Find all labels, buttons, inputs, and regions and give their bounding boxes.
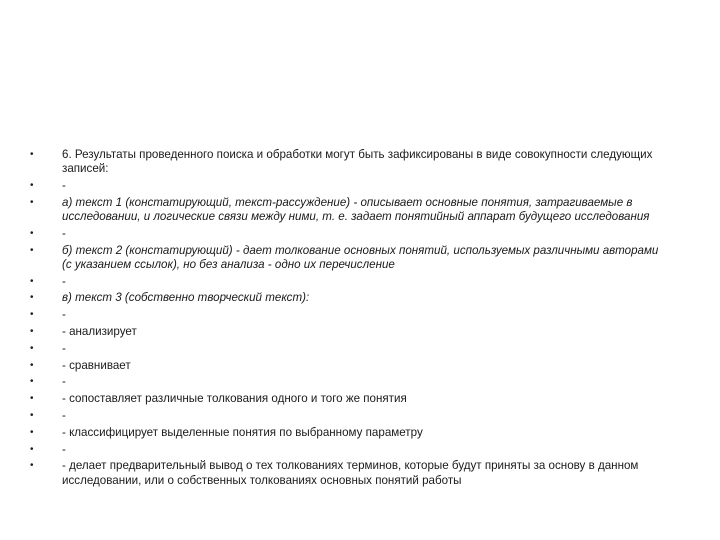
list-item: [30, 148, 670, 176]
bullet-icon: •: [30, 325, 34, 337]
list-item: [30, 342, 670, 356]
list-item-text: - сопоставляет различные толкования одного и того же понятия: [62, 392, 407, 406]
bullet-icon: •: [30, 409, 34, 421]
list-item: [30, 244, 670, 272]
bullet-icon: •: [30, 227, 34, 239]
bullet-icon: •: [30, 342, 34, 354]
list-item-text: б) текст 2 (констатирующий) - дает толкование основных понятий, используемых различными авторами (с указанием ссылок), но без анализа - одно их перечисление: [62, 243, 659, 271]
bullet-icon: •: [30, 292, 34, 304]
list-item-text: -: [62, 308, 66, 322]
bullet-icon: •: [30, 376, 34, 388]
bullet-icon: •: [30, 309, 34, 321]
list-item: [30, 227, 670, 241]
bullet-icon: •: [30, 149, 34, 160]
list-item-text: -: [62, 442, 66, 456]
list-item: [30, 426, 670, 440]
list-item-text: -: [62, 179, 66, 192]
bullet-icon: •: [30, 196, 34, 208]
list-item: [30, 459, 670, 487]
list-item: [30, 291, 670, 305]
list-item-text: - анализирует: [62, 324, 137, 338]
list-item: [30, 325, 670, 339]
list-item-text: - классифицирует выделенные понятия по выбранному параметру: [62, 425, 423, 439]
list-item-text: -: [62, 408, 66, 422]
list-item-text: 6. Результаты проведенного поиска и обработки могут быть зафиксированы в виде совокупности следующих записей:: [62, 148, 653, 176]
bullet-icon: •: [30, 180, 34, 191]
list-item-text: -: [62, 226, 66, 240]
list-item: [30, 392, 670, 406]
bullet-list: [30, 148, 670, 490]
bullet-icon: •: [30, 460, 34, 472]
list-item: [30, 308, 670, 322]
list-item: [30, 443, 670, 457]
list-item: [30, 409, 670, 423]
list-item: [30, 196, 670, 224]
list-item-text: -: [62, 341, 66, 355]
list-item-text: - делает предварительный вывод о тех толкованиях терминов, которые будут приняты за основу в данном исследовании, или о собственных толкованиях основных понятий работы: [62, 459, 639, 487]
bullet-icon: •: [30, 359, 34, 371]
bullet-icon: •: [30, 443, 34, 455]
bullet-icon: •: [30, 275, 34, 287]
list-item: [30, 359, 670, 373]
list-item-text: - сравнивает: [62, 358, 131, 372]
bullet-icon: •: [30, 244, 34, 256]
list-item: [30, 275, 670, 289]
list-item-text: -: [62, 375, 66, 389]
list-item-text: а) текст 1 (констатирующий, текст-рассуждение) - описывает основные понятия, затрагиваемые в исследовании, и логические связи между ними, т. е. задает понятийный аппарат будущего исследования: [62, 195, 650, 223]
list-item: [30, 179, 670, 193]
bullet-icon: •: [30, 393, 34, 405]
list-item: [30, 375, 670, 389]
bullet-icon: •: [30, 426, 34, 438]
list-item-text: -: [62, 274, 66, 288]
list-item-text: в) текст 3 (собственно творческий текст):: [62, 291, 310, 305]
